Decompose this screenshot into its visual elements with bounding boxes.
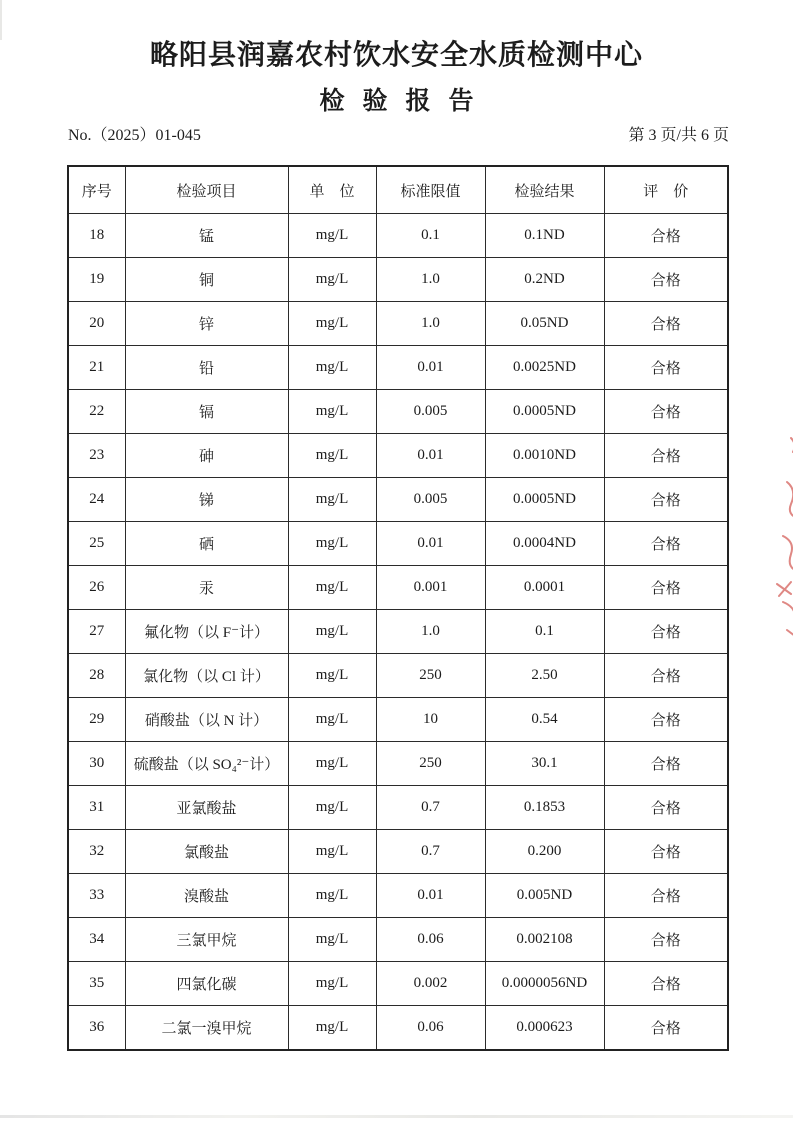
red-seal-edge-mark [763,418,793,648]
cell-unit: mg/L [288,786,376,830]
table-row [68,786,728,830]
cell-evaluation: 合格 [604,654,728,698]
table-row [68,478,728,522]
cell-result: 0.200 [485,830,604,874]
cell-result: 0.0005ND [485,390,604,434]
cell-result: 2.50 [485,654,604,698]
cell-item: 溴酸盐 [125,874,288,918]
cell-evaluation: 合格 [604,258,728,302]
cell-result: 0.0000056ND [485,962,604,1006]
column-header-limit: 标准限值 [376,166,485,214]
cell-unit: mg/L [288,214,376,258]
table-row [68,566,728,610]
cell-no: 34 [68,918,125,962]
scan-artifact-bottom-edge [0,1115,793,1118]
cell-no: 23 [68,434,125,478]
cell-limit: 250 [376,654,485,698]
cell-result: 0.1 [485,610,604,654]
cell-no: 27 [68,610,125,654]
cell-unit: mg/L [288,434,376,478]
cell-unit: mg/L [288,522,376,566]
cell-item: 砷 [125,434,288,478]
cell-no: 31 [68,786,125,830]
table-row [68,962,728,1006]
cell-limit: 1.0 [376,258,485,302]
cell-result: 0.000623 [485,1006,604,1051]
table-row [68,830,728,874]
cell-item: 镉 [125,390,288,434]
cell-no: 22 [68,390,125,434]
cell-limit: 0.01 [376,522,485,566]
cell-limit: 0.7 [376,830,485,874]
column-header-evaluation: 评 价 [604,166,728,214]
cell-evaluation: 合格 [604,874,728,918]
cell-item: 汞 [125,566,288,610]
table-row [68,346,728,390]
cell-unit: mg/L [288,874,376,918]
cell-evaluation: 合格 [604,214,728,258]
cell-no: 18 [68,214,125,258]
cell-unit: mg/L [288,918,376,962]
cell-result: 0.0001 [485,566,604,610]
cell-limit: 0.005 [376,390,485,434]
cell-evaluation: 合格 [604,390,728,434]
cell-no: 24 [68,478,125,522]
cell-item: 硒 [125,522,288,566]
cell-evaluation: 合格 [604,566,728,610]
cell-unit: mg/L [288,302,376,346]
cell-item: 三氯甲烷 [125,918,288,962]
table-row [68,258,728,302]
cell-no: 19 [68,258,125,302]
table-row [68,214,728,258]
cell-limit: 1.0 [376,610,485,654]
cell-evaluation: 合格 [604,478,728,522]
cell-limit: 0.01 [376,874,485,918]
cell-no: 28 [68,654,125,698]
cell-limit: 0.002 [376,962,485,1006]
cell-unit: mg/L [288,390,376,434]
table-row [68,654,728,698]
cell-evaluation: 合格 [604,918,728,962]
cell-evaluation: 合格 [604,962,728,1006]
cell-unit: mg/L [288,962,376,1006]
cell-limit: 0.001 [376,566,485,610]
cell-unit: mg/L [288,478,376,522]
cell-result: 0.05ND [485,302,604,346]
cell-unit: mg/L [288,830,376,874]
cell-result: 0.0005ND [485,478,604,522]
cell-item: 铜 [125,258,288,302]
cell-no: 26 [68,566,125,610]
table-row [68,522,728,566]
cell-result: 0.1ND [485,214,604,258]
cell-unit: mg/L [288,698,376,742]
cell-no: 20 [68,302,125,346]
table-row [68,390,728,434]
cell-item: 氟化物（以 F⁻计） [125,610,288,654]
cell-result: 0.54 [485,698,604,742]
page-indicator: 第 3 页/共 6 页 [628,127,729,144]
cell-unit: mg/L [288,1006,376,1051]
document-header [0,38,793,117]
table-row [68,302,728,346]
cell-no: 21 [68,346,125,390]
cell-unit: mg/L [288,610,376,654]
cell-limit: 0.01 [376,434,485,478]
cell-no: 36 [68,1006,125,1051]
cell-no: 32 [68,830,125,874]
cell-evaluation: 合格 [604,346,728,390]
cell-limit: 1.0 [376,302,485,346]
cell-result: 30.1 [485,742,604,786]
table-row [68,742,728,786]
cell-result: 0.2ND [485,258,604,302]
cell-no: 29 [68,698,125,742]
cell-limit: 0.06 [376,1006,485,1051]
cell-limit: 250 [376,742,485,786]
cell-item: 亚氯酸盐 [125,786,288,830]
cell-result: 0.005ND [485,874,604,918]
cell-evaluation: 合格 [604,698,728,742]
cell-unit: mg/L [288,742,376,786]
report-title: 检验报告 [319,88,492,115]
table-row [68,1006,728,1051]
column-header-result: 检验结果 [485,166,604,214]
cell-evaluation: 合格 [604,742,728,786]
results-table-header [68,166,728,214]
cell-no: 30 [68,742,125,786]
cell-item: 硝酸盐（以 N 计） [125,698,288,742]
cell-limit: 0.06 [376,918,485,962]
cell-unit: mg/L [288,654,376,698]
table-row [68,698,728,742]
cell-unit: mg/L [288,566,376,610]
table-row [68,610,728,654]
cell-item: 硫酸盐（以 SO₄²⁻计） [125,742,288,786]
cell-evaluation: 合格 [604,434,728,478]
cell-limit: 0.7 [376,786,485,830]
table-row [68,918,728,962]
cell-limit: 0.005 [376,478,485,522]
cell-evaluation: 合格 [604,302,728,346]
cell-evaluation: 合格 [604,610,728,654]
column-header-item: 检验项目 [125,166,288,214]
cell-no: 35 [68,962,125,1006]
results-table [67,165,729,1051]
cell-limit: 0.01 [376,346,485,390]
cell-item: 锰 [125,214,288,258]
report-number: No.（2025）01-045 [68,127,201,144]
cell-result: 0.0025ND [485,346,604,390]
cell-item: 二氯一溴甲烷 [125,1006,288,1051]
cell-item: 锑 [125,478,288,522]
cell-no: 25 [68,522,125,566]
cell-item: 氯酸盐 [125,830,288,874]
cell-result: 0.0010ND [485,434,604,478]
column-header-unit: 单 位 [288,166,376,214]
scan-artifact-left-edge [0,0,2,40]
table-row [68,434,728,478]
cell-evaluation: 合格 [604,830,728,874]
cell-unit: mg/L [288,258,376,302]
table-row [68,874,728,918]
cell-evaluation: 合格 [604,786,728,830]
column-header-no: 序号 [68,166,125,214]
cell-item: 锌 [125,302,288,346]
cell-unit: mg/L [288,346,376,390]
cell-evaluation: 合格 [604,1006,728,1051]
cell-evaluation: 合格 [604,522,728,566]
cell-limit: 10 [376,698,485,742]
cell-no: 33 [68,874,125,918]
cell-item: 铅 [125,346,288,390]
cell-result: 0.0004ND [485,522,604,566]
cell-limit: 0.1 [376,214,485,258]
cell-item: 四氯化碳 [125,962,288,1006]
report-meta-row [68,122,729,145]
cell-result: 0.1853 [485,786,604,830]
organization-title: 略阳县润嘉农村饮水安全水质检测中心 [149,40,643,71]
results-table-body [68,214,728,1051]
cell-result: 0.002108 [485,918,604,962]
cell-item: 氯化物（以 Cl 计） [125,654,288,698]
